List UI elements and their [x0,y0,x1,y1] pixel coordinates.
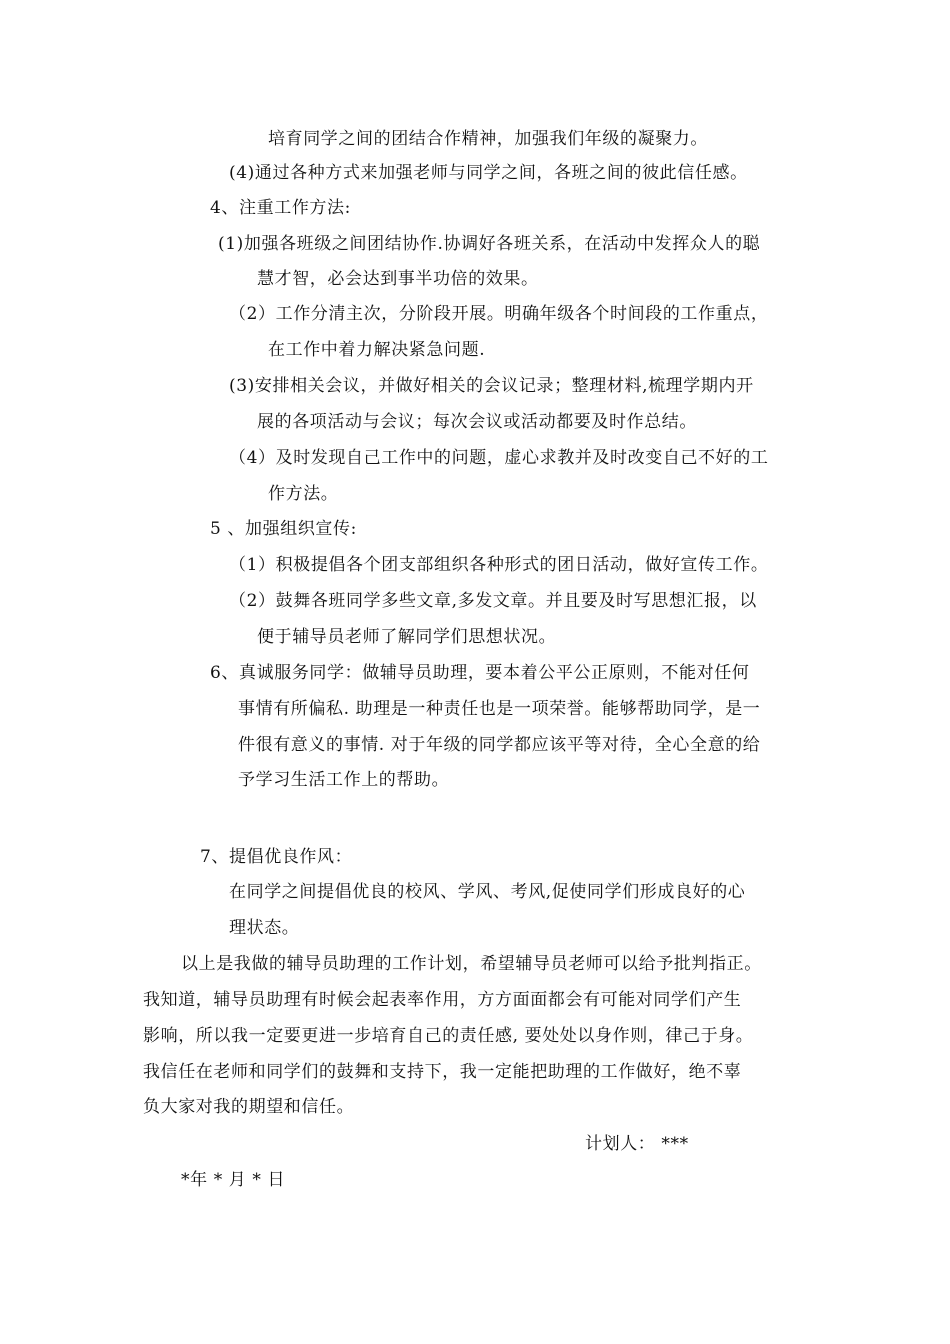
paragraph-line: 以上是我做的辅导员助理的工作计划，希望辅导员老师可以给予批判指正。 [181,954,762,974]
text-line: 予学习生活工作上的帮助。 [238,770,450,790]
section-heading: 5 、加强组织宣传: [210,519,357,539]
text-line: 在同学之间提倡优良的校风、学风、考风,促使同学们形成良好的心 [229,882,746,902]
text-line: （2）工作分清主次，分阶段开展。明确年级各个时间段的工作重点， [229,304,769,324]
text-line: 便于辅导员老师了解同学们思想状况。 [257,627,557,647]
text-line: （2）鼓舞各班同学多些文章,多发文章。并且要及时写思想汇报，以 [229,591,757,611]
text-line: 事情有所偏私. 助理是一种责任也是一项荣誉。能够帮助同学，是一 [238,699,761,719]
paragraph-line: 影响，所以我一定要更进一步培育自己的责任感, 要处处以身作则，律己于身。 [143,1026,754,1046]
text-line: 理状态。 [229,918,300,938]
text-line: （1）积极提倡各个团支部组织各种形式的团日活动，做好宣传工作。 [229,555,769,575]
text-line: 慧才智，必会达到事半功倍的效果。 [257,269,539,289]
section-heading: 4、注重工作方法: [210,198,351,218]
text-line: 展的各项活动与会议；每次会议或活动都要及时作总结。 [257,412,697,432]
paragraph-line: 负大家对我的期望和信任。 [143,1097,355,1117]
section-heading: 6、真诚服务同学：做辅导员助理，要本着公平公正原则，不能对任何 [210,663,750,683]
paragraph-line: 我知道，辅导员助理有时候会起表率作用，方方面面都会有可能对同学们产生 [143,990,742,1010]
date-line: *年 * 月 * 日 [181,1170,286,1190]
text-line: 培育同学之间的团结合作精神，加强我们年级的凝聚力。 [268,129,708,149]
text-line: （4）及时发现自己工作中的问题，虚心求教并及时改变自己不好的工 [229,448,769,468]
paragraph-line: 我信任在老师和同学们的鼓舞和支持下，我一定能把助理的工作做好，绝不辜 [143,1062,742,1082]
text-line: 作方法。 [268,484,339,504]
text-line: 件很有意义的事情. 对于年级的同学都应该平等对待，全心全意的给 [238,735,761,755]
text-line: (3)安排相关会议，并做好相关的会议记录；整理材料,梳理学期内开 [229,376,754,396]
section-heading: 7、提倡优良作风： [200,847,353,867]
signature-line: 计划人： *** [585,1134,689,1154]
text-line: 在工作中着力解决紧急问题. [268,340,486,360]
text-line: (1)加强各班级之间团结协作.协调好各班关系，在活动中发挥众人的聪 [218,234,761,254]
text-line: (4)通过各种方式来加强老师与同学之间，各班之间的彼此信任感。 [229,163,748,183]
